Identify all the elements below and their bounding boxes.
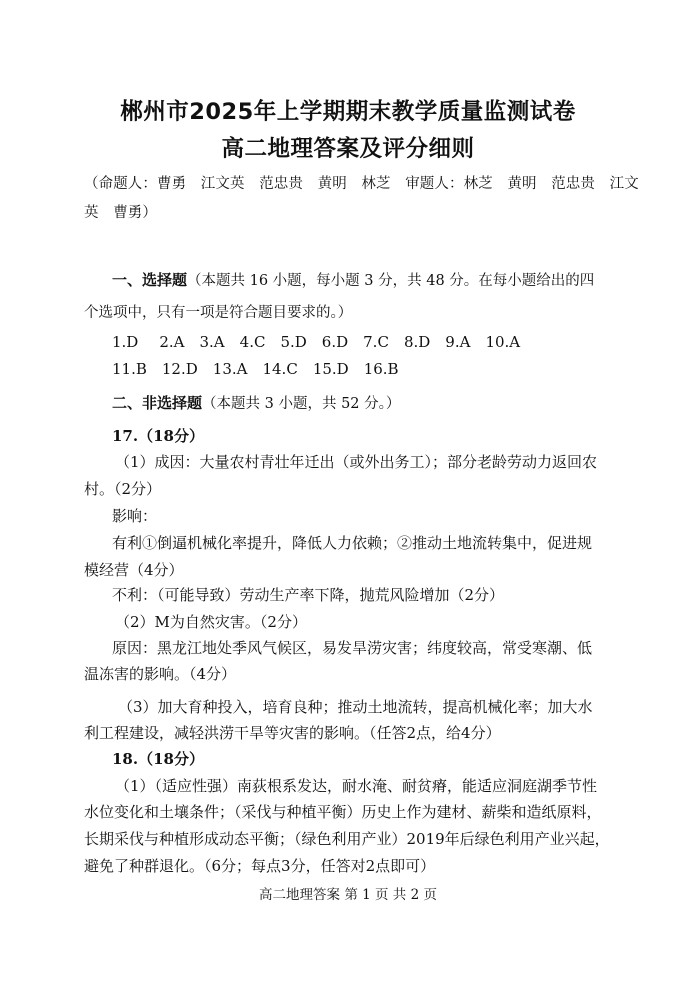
answer-item: 9.A (445, 333, 471, 351)
q17-positive-line-1: 有利①倒逼机械化率提升，降低人力依赖；②推动土地流转集中，促进规 (112, 534, 593, 552)
q17-p3-line-2: 利工程建设，减轻洪涝干旱等灾害的影响。（任答2点，给4分） (84, 724, 501, 742)
section2-note: （本题共 3 小题，共 52 分。） (202, 396, 401, 412)
q18-p1-line-3: 长期采伐与种植形成动态平衡；（绿色利用产业）2019年后绿色利用产业兴起， (84, 830, 610, 848)
section2-heading-line (112, 393, 400, 414)
answer-item: 12.D (161, 360, 198, 378)
authors-line-2: 英 曹勇） (84, 205, 157, 221)
q18-heading: 18.（18分） (112, 750, 204, 768)
answer-item: 13.A (212, 360, 248, 378)
q18-p1-line-2: 水位变化和土壤条件；（采伐与种植平衡）历史上作为建材、薪柴和造纸原料， (84, 803, 602, 821)
q17-positive-line-2: 模经营（4分） (84, 561, 184, 579)
section1-note-line-2: 个选项中，只有一项是符合题目要求的。） (84, 305, 353, 321)
authors-line-1: （命题人：曹勇 江文英 范忠贵 黄明 林芝 审题人：林芝 黄明 范忠贵 江文 (84, 176, 639, 192)
q18-p1-line-1: （1）（适应性强）南荻根系发达，耐水淹、耐贫瘠，能适应洞庭湖季节性 (115, 777, 598, 795)
answers-row-2 (112, 359, 414, 379)
section1-note: （本题共 16 小题，每小题 3 分，共 48 分。在每小题给出的四 (187, 273, 595, 289)
q17-reason-line-2: 温冻害的影响。（4分） (84, 665, 237, 683)
answer-item: 4.C (239, 333, 266, 351)
answer-item: 7.C (363, 333, 389, 351)
q17-p3-line-1: （3）加大育种投入，培育良种；推动土地流转，提高机械化率；加大水 (118, 698, 593, 716)
q17-impact-label: 影响： (112, 507, 158, 525)
answer-item: 1.D (112, 333, 139, 351)
answer-item: 6.D (321, 333, 349, 351)
document-subtitle: 高二地理答案及评分细则 (221, 136, 475, 162)
q17-p1-line-1: （1）成因：大量农村青壮年迁出（或外出务工）；部分老龄劳动力返回农 (115, 453, 598, 471)
page-footer: 高二地理答案 第 1 页 共 2 页 (259, 887, 437, 903)
answer-item: 11.B (112, 360, 147, 378)
answer-item: 5.D (280, 333, 307, 351)
document-title: 郴州市2025年上学期期末教学质量监测试卷 (120, 99, 576, 125)
section1-heading: 一、选择题 (112, 271, 188, 289)
q17-p2: （2）M为自然灾害。（2分） (115, 613, 307, 631)
q18-p1-line-4: 避免了种群退化。（6分；每点3分，任答对2点即可） (84, 857, 436, 875)
answer-item: 2.A (159, 333, 185, 351)
q17-heading: 17.（18分） (112, 427, 204, 445)
answers-row-1 (112, 332, 535, 352)
q17-p1-line-2: 村。（2分） (84, 480, 162, 498)
section2-heading: 二、非选择题 (112, 394, 203, 412)
answer-item: 16.B (363, 360, 399, 378)
answer-item: 8.D (403, 333, 431, 351)
answer-item: 10.A (485, 333, 521, 351)
q17-reason-line-1: 原因：黑龙江地处季风气候区，易发旱涝灾害；纬度较高，常受寒潮、低 (112, 639, 593, 657)
answer-item: 3.A (199, 333, 225, 351)
answer-item: 14.C (262, 360, 298, 378)
q17-negative: 不利：（可能导致）劳动生产率下降，抛荒风险增加（2分） (112, 586, 505, 604)
answer-item: 15.D (312, 360, 349, 378)
section1-heading-line (112, 270, 594, 291)
